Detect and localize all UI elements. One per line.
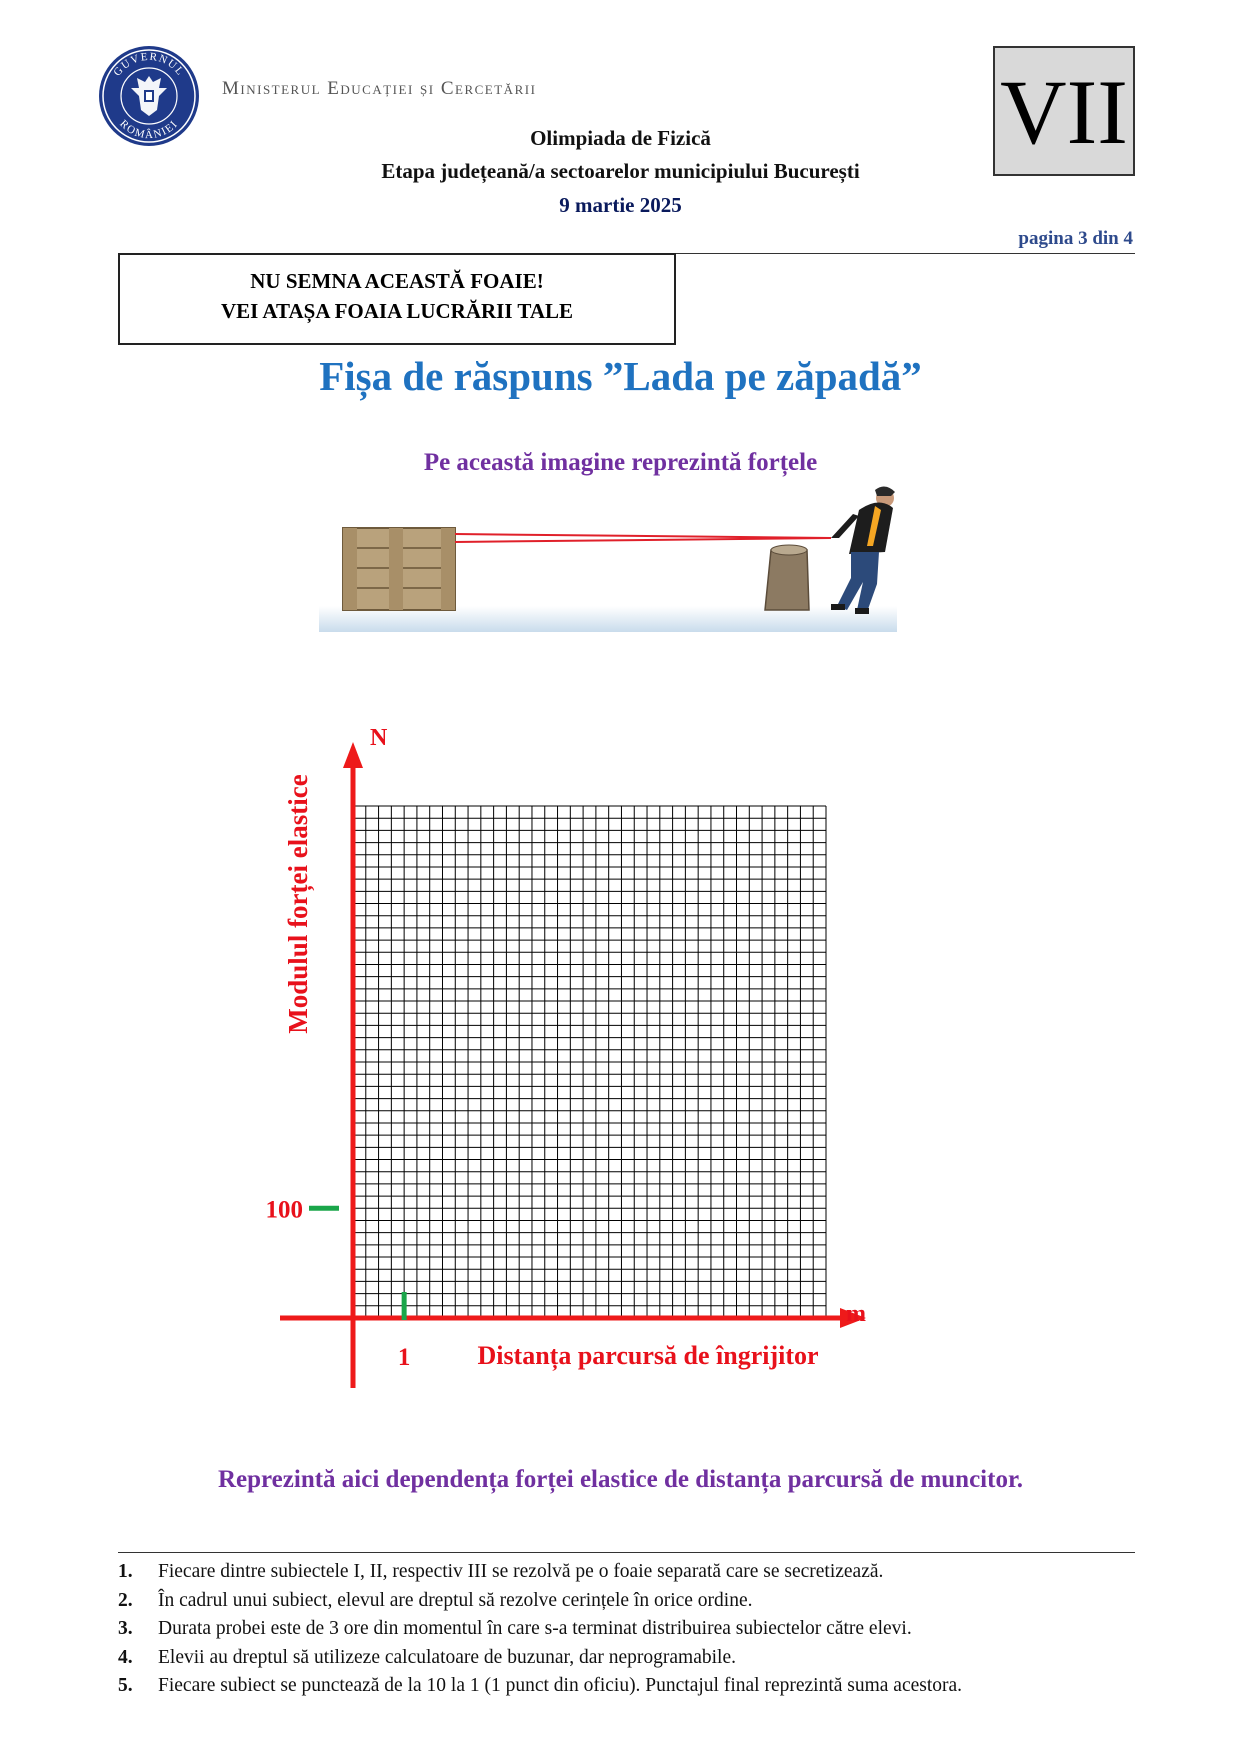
force-distance-graph[interactable] <box>240 712 940 1402</box>
emblem-text-bottom: ROMÂNIEI <box>117 117 181 142</box>
rule-text: În cadrul unui subiect, elevul are dreptul să rezolve cerințele în orice ordine. <box>158 1589 753 1611</box>
rule-text: Durata probei este de 3 ore din momentul în care s-a terminat distribuirea subiectelor către elevi. <box>158 1618 912 1639</box>
rope-lines <box>455 534 831 542</box>
stage-name: Etapa județeană/a sectoarelor municipiului București <box>381 159 860 183</box>
x-axis-title: Distanța parcursă de îngrijitor <box>477 1341 819 1370</box>
rule-item <box>118 1558 1135 1587</box>
ministry-name: Ministerul Educației și Cercetării <box>222 78 537 99</box>
rule-number: 1. <box>118 1561 133 1582</box>
rule-text: Fiecare dintre subiectele I, II, respectiv III se rezolvă pe o foaie separată care se secretizează. <box>158 1561 884 1582</box>
rule-number: 5. <box>118 1675 133 1696</box>
y-unit-label: N <box>370 725 388 751</box>
rule-item <box>118 1587 1135 1616</box>
page-number: pagina 3 din 4 <box>1018 228 1133 249</box>
crate-on-snow-illustration <box>319 486 897 632</box>
x-unit-label: m <box>846 1301 866 1327</box>
emblem-text-top: GUVERNUL <box>111 50 187 79</box>
rule-text: Fiecare subiect se punctează de la 10 la 1 (1 punct din oficiu). Punctajul final reprezintă suma acestora. <box>158 1675 963 1696</box>
y-axis-title: Modulul forței elastice <box>283 774 313 1034</box>
warning-line-2: VEI ATAȘA FOAIA LUCRĂRII TALE <box>220 299 574 323</box>
y-axis <box>343 742 363 1388</box>
grade-badge: VII <box>993 46 1135 176</box>
rule-number: 3. <box>118 1618 133 1639</box>
image-caption: Pe această imagine reprezintă forțele <box>423 449 818 476</box>
rule-text: Elevii au dreptul să utilizeze calculatoare de buzunar, dar neprogramabile. <box>158 1646 736 1668</box>
rules-list <box>118 1558 1135 1701</box>
x-tick-label: 1 <box>397 1344 411 1371</box>
worker-figure <box>831 486 895 614</box>
warning-line-1: NU SEMNA ACEASTĂ FOAIE! <box>250 269 544 293</box>
wooden-crate <box>343 528 455 610</box>
olympiad-title: Olimpiada de Fizică <box>530 126 711 150</box>
exam-date: 9 martie 2025 <box>559 193 682 217</box>
page-title: Fișa de răspuns ”Lada pe zăpadă” <box>319 353 922 399</box>
rule-number: 4. <box>118 1646 133 1668</box>
rule-number: 2. <box>118 1589 133 1611</box>
graph-instruction: Reprezintă aici dependența forței elastice de distanța parcursă de muncitor. <box>217 1466 1024 1493</box>
y-tick-label: 100 <box>265 1196 303 1224</box>
tree-stump <box>765 545 809 610</box>
warning-box <box>118 253 676 345</box>
x-axis <box>280 1308 866 1328</box>
graph-grid[interactable] <box>353 806 826 1318</box>
footer-divider <box>118 1552 1135 1553</box>
rule-item <box>118 1672 1135 1701</box>
rule-item <box>118 1644 1135 1673</box>
rule-item <box>118 1615 1135 1644</box>
